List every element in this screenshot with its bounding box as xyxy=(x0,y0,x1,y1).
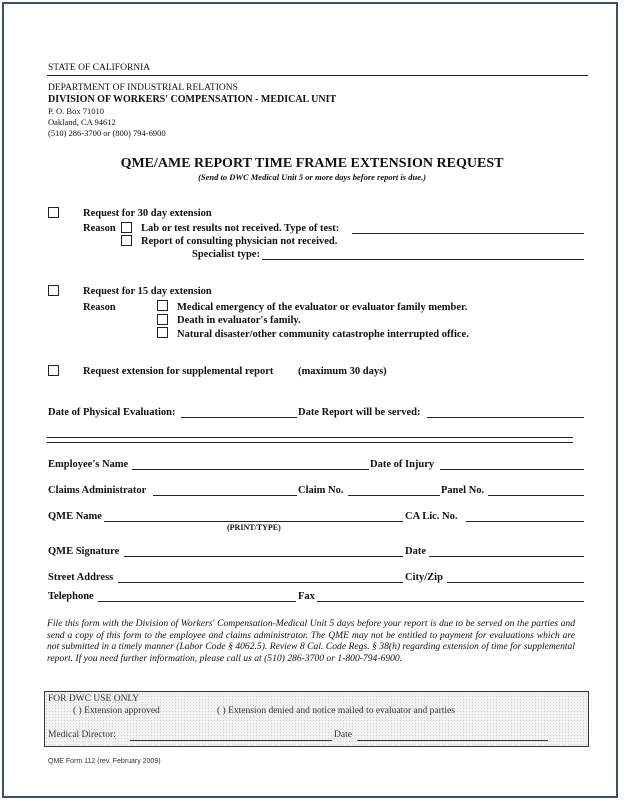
city-address: Oakland, CA 94612 xyxy=(48,117,116,127)
street-address-field[interactable] xyxy=(118,582,403,583)
dwc-use-title: FOR DWC USE ONLY xyxy=(48,694,140,704)
fax-field[interactable] xyxy=(317,601,584,602)
label-panel-no: Panel No. xyxy=(441,485,485,496)
form-number-footer: QME Form 112 (rev. February 2009) xyxy=(48,758,161,765)
checkbox-supplemental[interactable] xyxy=(48,365,59,376)
qme-signature-field[interactable] xyxy=(124,556,403,557)
label-medical-emergency: Medical emergency of the evaluator or evaluator family member. xyxy=(177,302,468,313)
label-fax: Fax xyxy=(298,591,315,602)
dwc-date-field[interactable] xyxy=(357,740,548,741)
po-box: P. O. Box 71010 xyxy=(48,106,104,116)
telephone-field[interactable] xyxy=(98,601,296,602)
reason-label-30: Reason xyxy=(83,223,116,234)
checkbox-natural-disaster[interactable] xyxy=(157,327,168,338)
filing-instructions: File this form with the Division of Workers' Compensation-Medical Unit 5 days before your report is due to be served on the parties and send a copy of this form to the employee and claims administrator. The QME may not be entitled to payment for evaluations which are not submitted in a timely manner (Labor Code § 4062.5). Review 8 Cal. Code Regs. § 38(h) regarding extension of time for supplemental report. If you need further information, please call us at (510) 286-3700 or 1-800-794-6900. xyxy=(47,618,575,664)
separator-top xyxy=(47,437,573,438)
claims-admin-field[interactable] xyxy=(153,495,297,496)
claim-no-field[interactable] xyxy=(348,495,440,496)
label-date-of-injury: Date of Injury xyxy=(370,459,435,470)
label-death-in-family: Death in evaluator's family. xyxy=(177,315,301,326)
checkbox-lab-results[interactable] xyxy=(121,222,132,233)
checkbox-30-day[interactable] xyxy=(48,207,59,218)
label-qme-signature: QME Signature xyxy=(48,546,120,557)
medical-director-field[interactable] xyxy=(130,740,332,741)
label-date-evaluation: Date of Physical Evaluation: xyxy=(48,407,176,418)
specialist-type-field[interactable] xyxy=(262,259,584,260)
division-label: DIVISION OF WORKERS' COMPENSATION - MEDICAL UNIT xyxy=(48,94,337,105)
label-maximum-30: (maximum 30 days) xyxy=(298,366,387,377)
checkbox-consulting-report[interactable] xyxy=(121,235,132,246)
label-employee-name: Employee's Name xyxy=(48,459,129,470)
extension-denied-option[interactable]: ( ) Extension denied and notice mailed to evaluator and parties xyxy=(217,706,455,716)
city-zip-field[interactable] xyxy=(447,582,584,583)
date-evaluation-field[interactable] xyxy=(181,417,297,418)
checkbox-medical-emergency[interactable] xyxy=(157,300,168,311)
ca-lic-no-field[interactable] xyxy=(466,521,584,522)
label-lab-results: Lab or test results not received. Type of test: xyxy=(141,223,340,234)
qme-name-field[interactable] xyxy=(104,521,403,522)
label-qme-name: QME Name xyxy=(48,511,102,522)
label-supplemental: Request extension for supplemental report xyxy=(83,366,274,377)
phone-numbers: (510) 286-3700 or (800) 794-6900 xyxy=(48,128,166,138)
type-of-test-field[interactable] xyxy=(352,233,584,234)
form-title: QME/AME REPORT TIME FRAME EXTENSION REQUEST xyxy=(120,156,504,171)
label-city-zip: City/Zip xyxy=(405,572,443,583)
department-label: DEPARTMENT OF INDUSTRIAL RELATIONS xyxy=(48,83,238,93)
label-specialist-type: Specialist type: xyxy=(192,249,260,260)
extension-approved-option[interactable]: ( ) Extension approved xyxy=(73,706,160,716)
label-medical-director: Medical Director: xyxy=(48,730,116,740)
label-signature-date: Date xyxy=(405,546,426,557)
header-rule xyxy=(47,75,588,76)
date-of-injury-field[interactable] xyxy=(440,469,584,470)
reason-label-15: Reason xyxy=(83,302,116,313)
label-street-address: Street Address xyxy=(48,572,114,583)
label-30-day: Request for 30 day extension xyxy=(83,208,212,219)
checkbox-15-day[interactable] xyxy=(48,285,59,296)
date-served-field[interactable] xyxy=(427,417,584,418)
label-claims-admin: Claims Administrator xyxy=(48,485,147,496)
state-label: STATE OF CALIFORNIA xyxy=(48,63,151,73)
employee-name-field[interactable] xyxy=(132,469,369,470)
label-telephone: Telephone xyxy=(48,591,94,602)
label-consulting-report: Report of consulting physician not received. xyxy=(141,236,338,247)
print-type-hint: (PRINT/TYPE) xyxy=(227,523,281,532)
label-15-day: Request for 15 day extension xyxy=(83,286,212,297)
form-subtitle: (Send to DWC Medical Unit 5 or more days before report is due.) xyxy=(198,172,426,182)
label-claim-no: Claim No. xyxy=(298,485,344,496)
label-ca-lic-no: CA Lic. No. xyxy=(405,511,458,522)
label-dwc-date: Date xyxy=(334,730,352,740)
signature-date-field[interactable] xyxy=(429,556,584,557)
label-date-served: Date Report will be served: xyxy=(298,407,421,418)
separator-bottom xyxy=(47,442,573,443)
panel-no-field[interactable] xyxy=(488,495,584,496)
label-natural-disaster: Natural disaster/other community catastrophe interrupted office. xyxy=(177,329,469,340)
checkbox-death-in-family[interactable] xyxy=(157,314,168,325)
